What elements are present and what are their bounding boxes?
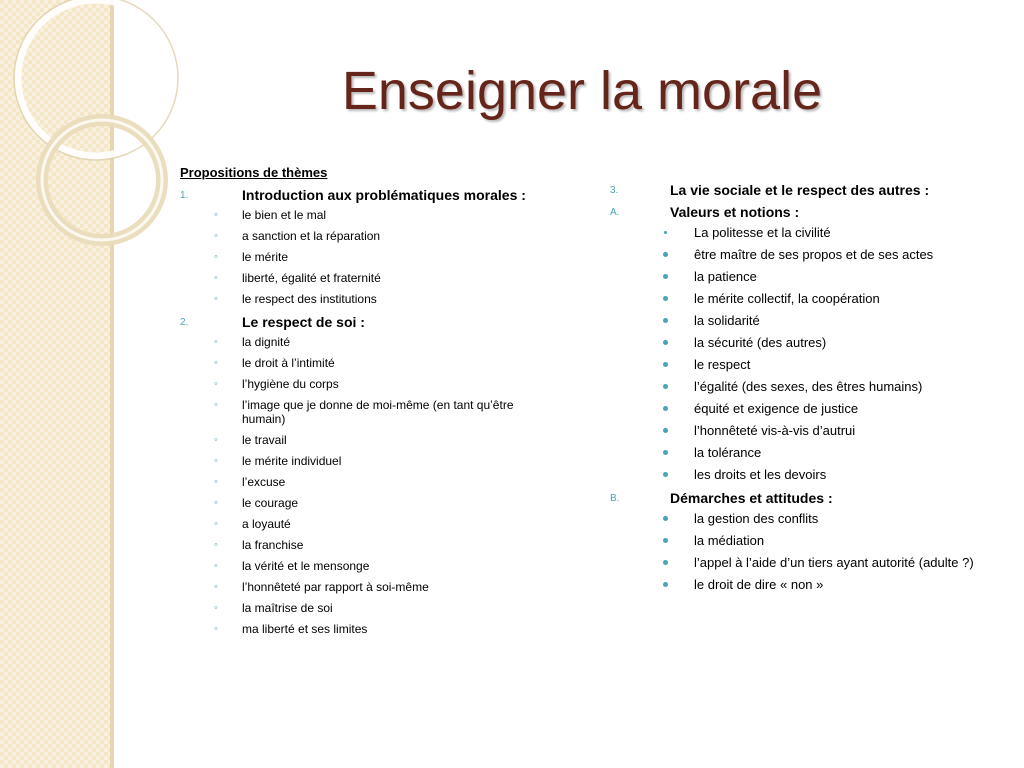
list-item-text: être maître de ses propos et de ses actes	[694, 247, 934, 262]
ring-bullet-icon: ◦	[214, 434, 218, 446]
ring-bullet-icon: ◦	[214, 497, 218, 509]
list-item-text: le mérite individuel	[242, 454, 342, 468]
list-item-text: les droits et les devoirs	[694, 467, 827, 482]
list-item	[180, 356, 560, 370]
list-item	[610, 379, 990, 395]
list-item-text: le courage	[242, 496, 299, 510]
list-item	[610, 357, 990, 373]
section-2-title	[180, 313, 560, 331]
list-item-text: l’image que je donne de moi-même (en tant qu’être humain)	[242, 398, 514, 426]
bullet-dot-icon	[663, 296, 668, 301]
ring-bullet-icon: ◦	[214, 623, 218, 635]
bullet-dot-icon	[663, 516, 668, 521]
list-item-text: la vérité et le mensonge	[242, 559, 370, 573]
subsection-title-text: Valeurs et notions :	[670, 204, 800, 220]
list-item	[180, 377, 560, 391]
list-item	[610, 335, 990, 351]
list-item	[180, 454, 560, 468]
list-item-text: le respect des institutions	[242, 292, 377, 306]
list-item	[180, 250, 560, 264]
ring-bullet-icon: ◦	[214, 336, 218, 348]
list-item	[180, 335, 560, 349]
subsection-a-title	[610, 203, 990, 221]
bullet-dot-icon	[663, 252, 668, 257]
ring-bullet-icon: ◦	[214, 272, 218, 284]
section-number: 1.	[180, 190, 189, 201]
left-sections	[180, 186, 560, 636]
section-title-text: La vie sociale et le respect des autres :	[670, 182, 930, 198]
bullet-dot-icon	[663, 274, 668, 279]
subsection-b-title	[610, 489, 990, 507]
decorative-side-strip	[0, 0, 114, 768]
list-item	[180, 601, 560, 615]
right-subsections	[610, 203, 990, 593]
section-number: 3.	[610, 185, 619, 196]
strip-edge	[110, 0, 114, 768]
list-item	[610, 291, 990, 307]
list-item	[610, 313, 990, 329]
list-item-text: la maîtrise de soi	[242, 601, 333, 615]
bullet-dot-icon	[663, 560, 668, 565]
list-item	[180, 517, 560, 531]
list-item	[610, 423, 990, 439]
list-item-text: l’honnêteté par rapport à soi-même	[242, 580, 429, 594]
list-item	[610, 445, 990, 461]
list-item-text: l’appel à l’aide d’un tiers ayant autorité (adulte ?)	[694, 555, 974, 570]
list-item-text: équité et exigence de justice	[694, 401, 859, 416]
subsection-title-text: Démarches et attitudes :	[670, 490, 833, 506]
list-item-text: l’honnêteté vis-à-vis d’autrui	[694, 423, 856, 438]
list-item-text: l’égalité (des sexes, des êtres humains)	[694, 379, 923, 394]
ring-bullet-icon: ◦	[214, 399, 218, 411]
ring-bullet-icon: ◦	[214, 455, 218, 467]
subsection-letter: A.	[610, 207, 620, 218]
bullet-dot-icon	[663, 582, 668, 587]
list-item-text: la dignité	[242, 335, 291, 349]
slide-title: Enseigner la morale	[341, 61, 823, 121]
list-item	[610, 225, 990, 241]
bullet-dot-icon	[663, 362, 668, 367]
ring-bullet-icon: ◦	[214, 251, 218, 263]
list-item-text: le mérite collectif, la coopération	[694, 291, 880, 306]
subsection-letter: B.	[610, 493, 620, 504]
list-item	[610, 555, 990, 571]
list-item	[610, 269, 990, 285]
list-item	[610, 511, 990, 527]
section-3-title	[610, 181, 990, 199]
ring-bullet-icon: ◦	[214, 518, 218, 530]
ring-bullet-icon: ◦	[214, 293, 218, 305]
ring-bullet-icon: ◦	[214, 476, 218, 488]
list-item-text: la médiation	[694, 533, 765, 548]
list-item-text: a sanction et la réparation	[242, 229, 381, 243]
bullet-dot-icon	[664, 231, 667, 234]
subsection-list	[610, 225, 990, 483]
list-item-text: l’hygiène du corps	[242, 377, 339, 391]
list-item	[180, 538, 560, 552]
bullet-dot-icon	[663, 384, 668, 389]
list-item	[610, 467, 990, 483]
section-1-list	[180, 208, 560, 306]
list-item	[180, 580, 560, 594]
section-1-title	[180, 186, 560, 204]
list-item-text: le respect	[694, 357, 751, 372]
list-item	[180, 496, 560, 510]
list-item	[180, 398, 560, 426]
list-item-text: la franchise	[242, 538, 304, 552]
list-item	[180, 559, 560, 573]
section-number: 2.	[180, 317, 189, 328]
list-item	[180, 292, 560, 306]
ring-bullet-icon: ◦	[214, 230, 218, 242]
bullet-dot-icon	[663, 340, 668, 345]
list-item-text: l’excuse	[242, 475, 286, 489]
list-item-text: la sécurité (des autres)	[694, 335, 827, 350]
list-item-text: la patience	[694, 269, 757, 284]
ring-bullet-icon: ◦	[214, 581, 218, 593]
list-item	[610, 577, 990, 593]
ring-bullet-icon: ◦	[214, 560, 218, 572]
bullet-dot-icon	[663, 538, 668, 543]
list-item	[180, 229, 560, 243]
bullet-dot-icon	[663, 472, 668, 477]
bullet-dot-icon	[663, 406, 668, 411]
section-title-text: Introduction aux problématiques morales :	[242, 187, 526, 203]
list-item	[610, 401, 990, 417]
list-item-text: le droit de dire « non »	[694, 577, 824, 592]
list-item	[180, 433, 560, 447]
section-title-text: Le respect de soi :	[242, 314, 365, 330]
list-item-text: le mérite	[242, 250, 289, 264]
list-item	[180, 475, 560, 489]
section-2-list	[180, 335, 560, 636]
list-item-text: le droit à l’intimité	[242, 356, 335, 370]
right-column	[610, 178, 990, 599]
list-item-text: le bien et le mal	[242, 208, 327, 222]
list-item-text: la gestion des conflits	[694, 511, 819, 526]
list-item-text: la tolérance	[694, 445, 762, 460]
list-item-text: le travail	[242, 433, 287, 447]
ring-bullet-icon: ◦	[214, 357, 218, 369]
ring-bullet-icon: ◦	[214, 602, 218, 614]
bullet-dot-icon	[663, 450, 668, 455]
list-item-text: La politesse et la civilité	[694, 225, 831, 240]
list-item	[180, 208, 560, 222]
list-item-text: liberté, égalité et fraternité	[242, 271, 381, 285]
ring-bullet-icon: ◦	[214, 209, 218, 221]
list-item	[180, 622, 560, 636]
list-item	[610, 247, 990, 263]
list-item	[610, 533, 990, 549]
left-column	[180, 164, 560, 643]
bullet-dot-icon	[663, 318, 668, 323]
list-item	[180, 271, 560, 285]
list-item-text: a loyauté	[242, 517, 291, 531]
themes-heading: Propositions de thèmes	[180, 165, 328, 180]
bullet-dot-icon	[663, 428, 668, 433]
list-item-text: ma liberté et ses limites	[242, 622, 368, 636]
list-item-text: la solidarité	[694, 313, 760, 328]
subsection-list	[610, 511, 990, 593]
ring-bullet-icon: ◦	[214, 539, 218, 551]
ring-bullet-icon: ◦	[214, 378, 218, 390]
